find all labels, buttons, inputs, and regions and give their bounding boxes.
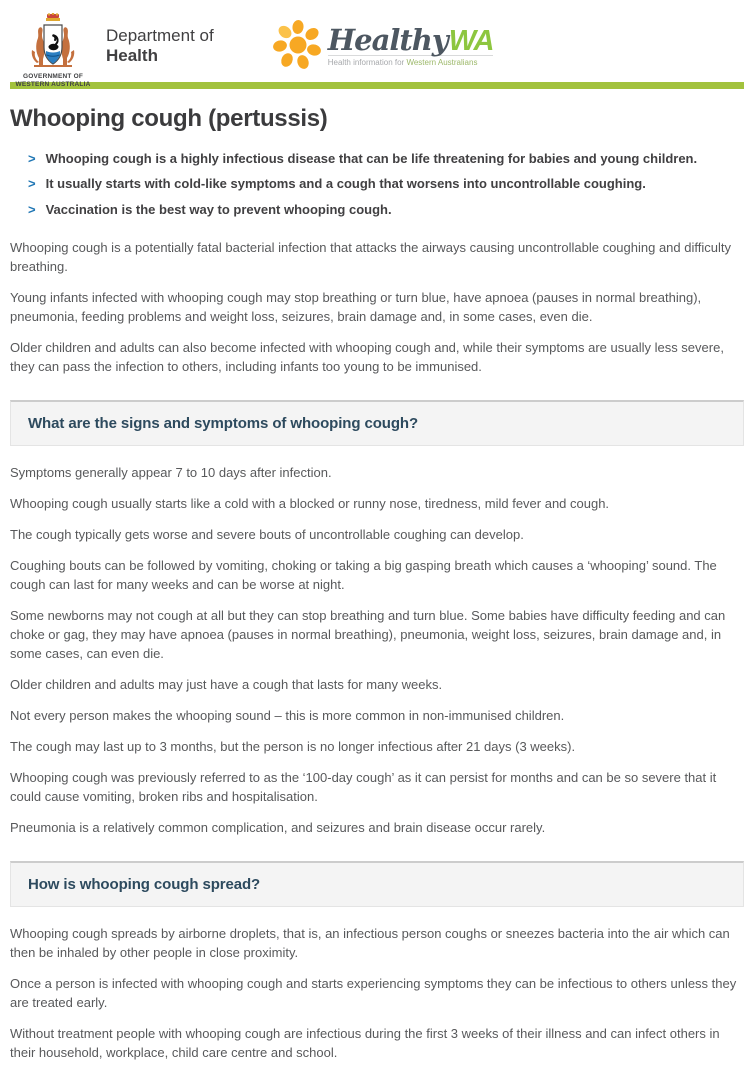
paragraph: The cough typically gets worse and severe bouts of uncontrollable coughing can develop. (10, 526, 524, 542)
healthywa-wordmark (328, 23, 494, 67)
wa-government-logo[interactable] (16, 13, 90, 89)
paragraph: Pneumonia is a relatively common complication, and seizures and brain disease occur rarely. (10, 819, 546, 835)
section-heading-text: How is whooping cough spread? (28, 875, 261, 893)
paragraph: Symptoms generally appear 7 to 10 days after infection. (10, 464, 332, 480)
section-heading-text: What are the signs and symptoms of whooping cough? (28, 414, 419, 432)
tagline-green: Western Australians (406, 58, 478, 67)
section-heading-spread (10, 861, 744, 907)
healthywa-name (328, 23, 494, 58)
paragraph: Coughing bouts can be followed by vomiting, choking or taking a big gasping breath which causes a ‘whooping’ sound. The cough can last for many weeks and can be worse at night. (10, 557, 717, 592)
paragraph: Older children and adults may just have a cough that lasts for many weeks. (10, 676, 443, 692)
paragraph: Whooping cough usually starts like a cold with a blocked or runny nose, tiredness, mild fever and cough. (10, 495, 610, 511)
gov-caption-line1: GOVERNMENT OF (22, 73, 84, 80)
department-of-health-wordmark (106, 13, 214, 66)
key-point (28, 176, 744, 192)
healthywa-word-healthy: Healthy (327, 23, 448, 57)
dept-line2: Health (106, 46, 158, 66)
paragraph: Young infants infected with whooping cough may stop breathing or turn blue, have apnoea (pauses in normal breathing), pneumonia, feeding problems and weight loss, seizures, brain damage and, in some cases, even die. (10, 289, 702, 324)
site-header (10, 0, 744, 89)
key-point (28, 202, 744, 218)
brand-divider-bar (10, 82, 744, 89)
key-points-list (28, 151, 744, 218)
gov-caption (15, 73, 90, 89)
paragraph: Some newborns may not cough at all but they can stop breathing and turn blue. Some babies have difficulty feeding and can choke or gag, they may have apnoea (pauses in normal breathing), pneumonia, weight loss, seizures, brain damage and, in some cases, can even die. (10, 607, 726, 661)
chevron-right-icon: > (28, 176, 36, 192)
chevron-right-icon: > (28, 151, 36, 166)
paragraph: Once a person is infected with whooping cough and starts experiencing symptoms they can be infectious to others unless they are treated early. (10, 975, 737, 1010)
section-heading-signs-symptoms (10, 400, 744, 446)
paragraph: Not every person makes the whooping sound – this is more common in non-immunised children. (10, 707, 565, 723)
page-title: Whooping cough (pertussis) (10, 105, 328, 132)
paragraph: Whooping cough was previously referred to as the ‘100-day cough’ as it can persist for months and can be so severe that it could cause vomiting, broken ribs and hospitalisation. (10, 769, 717, 804)
tagline-gray: Health information for (327, 58, 405, 67)
wa-coat-of-arms-icon (22, 13, 84, 71)
paragraph: Whooping cough spreads by airborne droplets, that is, an infectious person coughs or sneezes bacteria into the air which can then be inhaled by other people in close proximity. (10, 925, 730, 960)
dept-line1: Department of (106, 26, 214, 45)
key-point-text: Vaccination is the best way to prevent whooping cough. (45, 201, 392, 217)
paragraph: Without treatment people with whooping cough are infectious during the first 3 weeks of their illness and can infect others in their household, workplace, child care centre and school. (10, 1025, 720, 1060)
healthywa-logo[interactable] (272, 13, 494, 71)
chevron-right-icon: > (28, 201, 36, 217)
paragraph: Whooping cough is a potentially fatal bacterial infection that attacks the airways causing uncontrollable coughing and difficulty breathing. (10, 239, 731, 274)
paragraph: Older children and adults can also become infected with whooping cough and, while their symptoms are usually less severe, they can pass the infection to others, including infants too young to be immunised. (10, 339, 724, 374)
gov-caption-line2: WESTERN AUSTRALIA (15, 81, 91, 89)
key-point (28, 151, 744, 167)
key-point-text: It usually starts with cold-like symptoms and a cough that worsens into uncontrollable coughing. (45, 176, 646, 192)
healthywa-word-wa: WA (448, 25, 494, 57)
wattle-flower-icon (272, 19, 324, 71)
paragraph: The cough may last up to 3 months, but the person is no longer infectious after 21 days (3 weeks). (10, 738, 576, 754)
key-point-text: Whooping cough is a highly infectious disease that can be life threatening for babies and young children. (45, 151, 698, 166)
